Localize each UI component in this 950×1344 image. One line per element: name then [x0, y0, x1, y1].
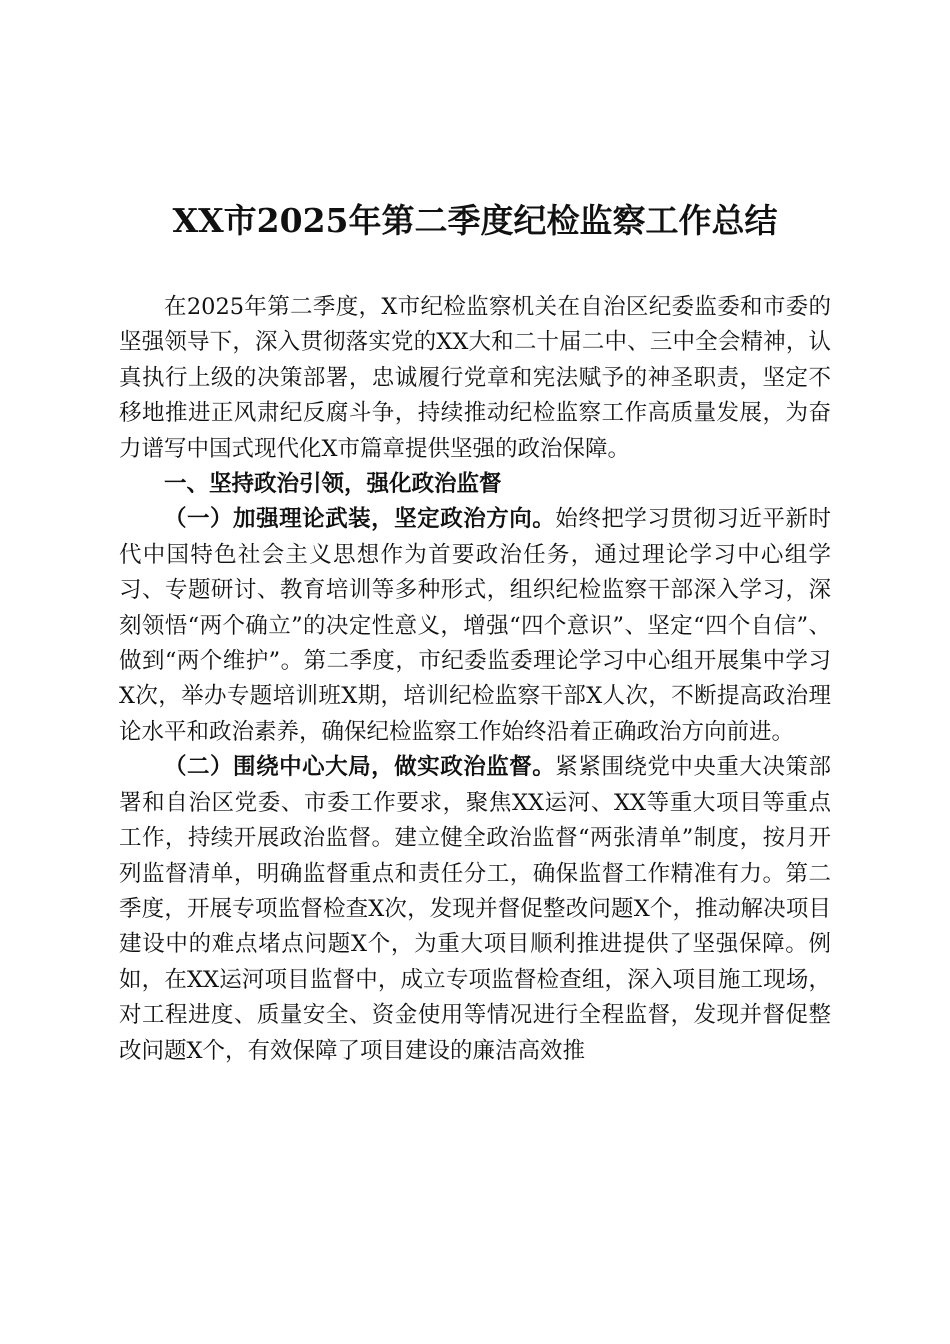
item-paragraph: [119, 502, 831, 750]
document-title: XX市2025年第二季度纪检监察工作总结: [172, 201, 778, 240]
section-heading: 一、坚持政治引领，强化政治监督: [164, 471, 502, 498]
item-lead: （二）围绕中心大局，做实政治监督。: [164, 754, 556, 781]
item-text: 始终把学习贯彻习近平新时代中国特色社会主义思想作为首要政治任务，通过理论学习中心组学习、专题研讨、教育培训等多种形式，组织纪检监察干部深入学习，深刻领悟“两个确立”的决定性意义，增强“四个意识”、坚定“四个自信”、做到“两个维护”。第二季度，市纪委监委理论学习中心组开展集中学习X次，举办专题培训班X期，培训纪检监察干部X人次，不断提高政治理论水平和政治素养，确保纪检监察工作始终沿着正确政治方向前进。: [119, 506, 831, 745]
intro-paragraph: 在2025年第二季度，X市纪检监察机关在自治区纪委监委和市委的坚强领导下，深入贯彻落实党的XX大和二十届二中、三中全会精神，认真执行上级的决策部署，忠诚履行党章和宪法赋予的神圣职责，坚定不移地推进正风肃纪反腐斗争，持续推动纪检监察工作高质量发展，为奋力谱写中国式现代化X市篇章提供坚强的政治保障。: [119, 294, 831, 462]
item-lead: （一）加强理论武装，坚定政治方向。: [164, 506, 556, 533]
item-paragraph: [119, 750, 831, 1069]
document-body: [119, 290, 831, 1069]
item-text: 紧紧围绕党中央重大决策部署和自治区党委、市委工作要求，聚焦XX运河、XX等重大项目等重点工作，持续开展政治监督。建立健全政治监督“两张清单”制度，按月开列监督清单，明确监督重点和责任分工，确保监督工作精准有力。第二季度，开展专项监督检查X次，发现并督促整改问题X个，推动解决项目建设中的难点堵点问题X个，为重大项目顺利推进提供了坚强保障。例如，在XX运河项目监督中，成立专项监督检查组，深入项目施工现场，对工程进度、质量安全、资金使用等情况进行全程监督，发现并督促整改问题X个，有效保障了项目建设的廉洁高效推: [119, 754, 831, 1064]
